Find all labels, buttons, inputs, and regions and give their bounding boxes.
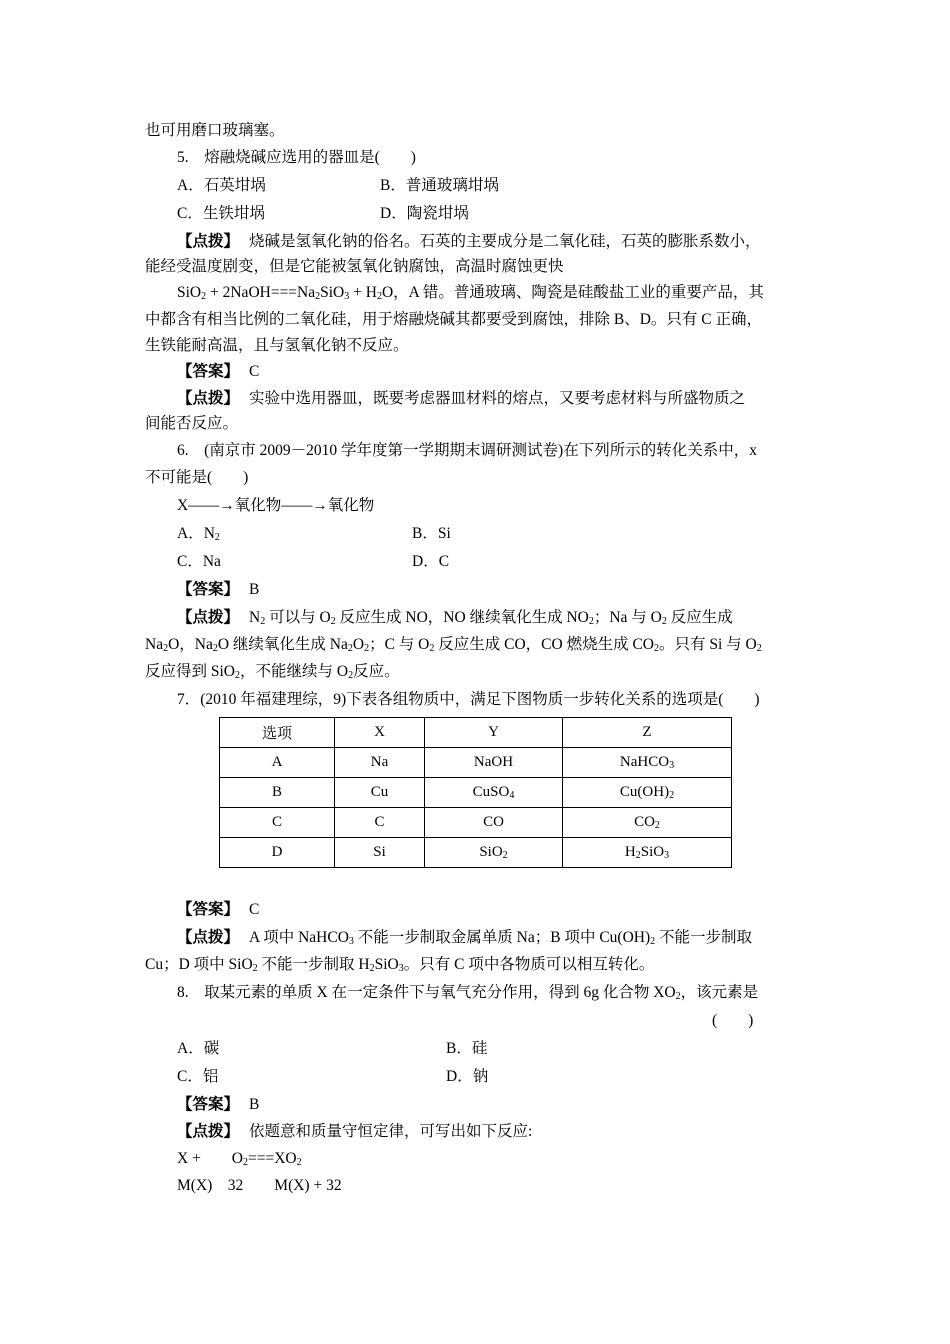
table-header: 选项 bbox=[220, 718, 335, 748]
table-header-row bbox=[220, 718, 732, 748]
q5-option-c: C．生铁坩埚 bbox=[177, 205, 265, 222]
dianbo-tag: 【点拨】 bbox=[177, 609, 240, 626]
explanation-text: 烧碱是氢氧化钠的俗名。石英的主要成分是二氧化硅，石英的膨胀系数小， bbox=[249, 233, 761, 250]
question-6: 6. (南京市 2009－2010 学年度第一学期期末调研测试卷)在下列所示的转化关系中，x bbox=[177, 442, 757, 459]
daan-tag: 【答案】 bbox=[177, 1096, 240, 1113]
table-cell: B bbox=[220, 778, 335, 808]
q5-option-a: A．石英坩埚 bbox=[177, 177, 266, 194]
dianbo-tag: 【点拨】 bbox=[177, 233, 240, 250]
equation-text: X + O bbox=[177, 1150, 244, 1167]
q8-answer bbox=[177, 1095, 259, 1115]
table-cell: CuSO$_4$ bbox=[425, 778, 563, 808]
equation: $SiO_2 + 2NaOH===Na_2SiO_3 + H_2O$ bbox=[177, 284, 394, 302]
explanation-text: 实验中选用器皿，既要考虑器皿材料的熔点，又要考虑材料与所盛物质之 bbox=[249, 390, 746, 407]
table-cell: A bbox=[220, 748, 335, 778]
q5-explanation-1 bbox=[177, 232, 761, 252]
q6-option-d: D．C bbox=[412, 553, 450, 570]
q6-explanation-2: $Na_2O$，$Na_2O$ 继续氧化生成 $Na_2O_2$；C 与 $O_2$ 反应生成 CO，CO 燃烧生成 $CO_2$。只有 Si 与 $O_2$ bbox=[145, 636, 762, 654]
q6-options-row1 bbox=[177, 524, 877, 544]
q8-answer-paren: ( ) bbox=[712, 1012, 754, 1029]
q5-explanation-3 bbox=[177, 283, 764, 303]
q7-explanation-1 bbox=[177, 928, 752, 948]
question-6-cont: 不可能是( ) bbox=[145, 469, 249, 486]
q8-options-row2 bbox=[177, 1067, 877, 1087]
dianbo-tag: 【点拨】 bbox=[177, 390, 240, 407]
q5-options-row1 bbox=[177, 176, 877, 196]
q8-option-a: A．碳 bbox=[177, 1040, 220, 1057]
q8-equation-2: M(X) 32 M(X) + 32 bbox=[177, 1177, 342, 1194]
explanation-text: $N_2$ 可以与 $O_2$ 反应生成 NO，NO 继续氧化生成 $NO_2$；Na 与 $O_2$ 反应生成 bbox=[249, 609, 733, 627]
q8-option-b: B．硅 bbox=[446, 1040, 488, 1057]
table-cell: $Cu(OH)_2$ bbox=[563, 778, 732, 808]
q8-equation-1: X + $O_2===XO_2$ bbox=[177, 1150, 302, 1168]
table-row bbox=[220, 808, 732, 838]
dianbo-tag: 【点拨】 bbox=[177, 929, 240, 946]
q8-option-c: C．铝 bbox=[177, 1068, 219, 1085]
table-row bbox=[220, 838, 732, 868]
explanation-text: 依题意和质量守恒定律，可写出如下反应: bbox=[249, 1123, 533, 1140]
table-header: Y bbox=[425, 718, 563, 748]
daan-tag: 【答案】 bbox=[177, 901, 240, 918]
table-header: Z bbox=[563, 718, 732, 748]
q6-chain: X——→氧化物——→氧化物 bbox=[177, 497, 375, 514]
q7-explanation-2: Cu；D 项中 SiO$_2$ 不能一步制取 $H_2SiO_3$。只有 C 项中各物质可以相互转化。 bbox=[145, 956, 655, 974]
daan-tag: 【答案】 bbox=[177, 363, 240, 380]
table-cell: CO bbox=[425, 808, 563, 838]
table-header: X bbox=[335, 718, 425, 748]
q5-explanation-5: 生铁能耐高温，且与氢氧化钠不反应。 bbox=[145, 337, 409, 354]
table-cell: Na bbox=[335, 748, 425, 778]
explanation-text: ，A 错。普通玻璃、陶瓷是硅酸盐工业的重要产品，其 bbox=[393, 284, 764, 301]
q6-option-a: A．$N_2$ bbox=[177, 525, 220, 543]
q6-option-b: B．Si bbox=[412, 525, 451, 542]
q8-option-d: D．钠 bbox=[446, 1068, 489, 1085]
question-text: ，该元素是 bbox=[680, 984, 759, 1001]
table-cell: C bbox=[335, 808, 425, 838]
table-row bbox=[220, 778, 732, 808]
dianbo-tag: 【点拨】 bbox=[177, 1123, 240, 1140]
table-cell: D bbox=[220, 838, 335, 868]
question-5: 5. 熔融烧碱应选用的器皿是( ) bbox=[177, 149, 416, 166]
q5-answer bbox=[177, 362, 259, 382]
table-cell: NaOH bbox=[425, 748, 563, 778]
table-cell: NaHCO$_3$ bbox=[563, 748, 732, 778]
q6-explanation-3: 反应得到 SiO$_2$，不能继续与 $O_2$反应。 bbox=[145, 663, 400, 681]
q6-options-row2 bbox=[177, 552, 877, 572]
table-cell: SiO$_2$ bbox=[425, 838, 563, 868]
answer-value: B bbox=[249, 581, 260, 598]
q5-explanation-2: 能经受温度剧变，但是它能被氢氧化钠腐蚀，高温时腐蚀更快 bbox=[145, 258, 564, 275]
equation-text: ===XO bbox=[248, 1150, 297, 1167]
q8-explanation-1 bbox=[177, 1122, 532, 1142]
table-row bbox=[220, 748, 732, 778]
q5-option-d: D．陶瓷坩埚 bbox=[380, 205, 469, 222]
q6-answer bbox=[177, 580, 259, 600]
daan-tag: 【答案】 bbox=[177, 581, 240, 598]
answer-value: C bbox=[249, 901, 260, 918]
option-text: A．N bbox=[177, 525, 215, 542]
answer-value: C bbox=[249, 363, 260, 380]
q6-option-c: C．Na bbox=[177, 553, 221, 570]
table-cell: C bbox=[220, 808, 335, 838]
q7-answer bbox=[177, 900, 259, 920]
table-cell: $CO_2$ bbox=[563, 808, 732, 838]
table-cell: Si bbox=[335, 838, 425, 868]
question-7: 7．(2010 年福建理综，9)下表各组物质中，满足下图物质一步转化关系的选项是( ) bbox=[177, 691, 760, 708]
q7-table bbox=[219, 717, 732, 868]
table-cell: Cu bbox=[335, 778, 425, 808]
question-8: 8. 取某元素的单质 X 在一定条件下与氧气充分作用，得到 6g 化合物 $XO_2$，该元素是 bbox=[177, 984, 759, 1002]
question-text: 8. 取某元素的单质 X 在一定条件下与氧气充分作用，得到 6g 化合物 XO bbox=[177, 984, 676, 1001]
explanation-text: A 项中 NaHCO$_3$ 不能一步制取金属单质 Na；B 项中 $Cu(OH)_2$ 不能一步制取 bbox=[249, 929, 753, 947]
table-cell: $H_2SiO_3$ bbox=[563, 838, 732, 868]
answer-value: B bbox=[249, 1096, 260, 1113]
q5-option-b: B．普通玻璃坩埚 bbox=[380, 177, 499, 194]
q5-explanation-6 bbox=[177, 389, 745, 409]
q6-explanation-1 bbox=[177, 608, 733, 628]
q8-options-row1 bbox=[177, 1039, 877, 1059]
q5-explanation-4: 中都含有相当比例的二氧化硅，用于熔融烧碱其都要受到腐蚀，排除 B、D。只有 C 正确， bbox=[145, 311, 762, 328]
q5-options-row2 bbox=[177, 204, 877, 224]
q5-explanation-7: 间能否反应。 bbox=[145, 415, 239, 432]
text-line: 也可用磨口玻璃塞。 bbox=[145, 122, 285, 139]
